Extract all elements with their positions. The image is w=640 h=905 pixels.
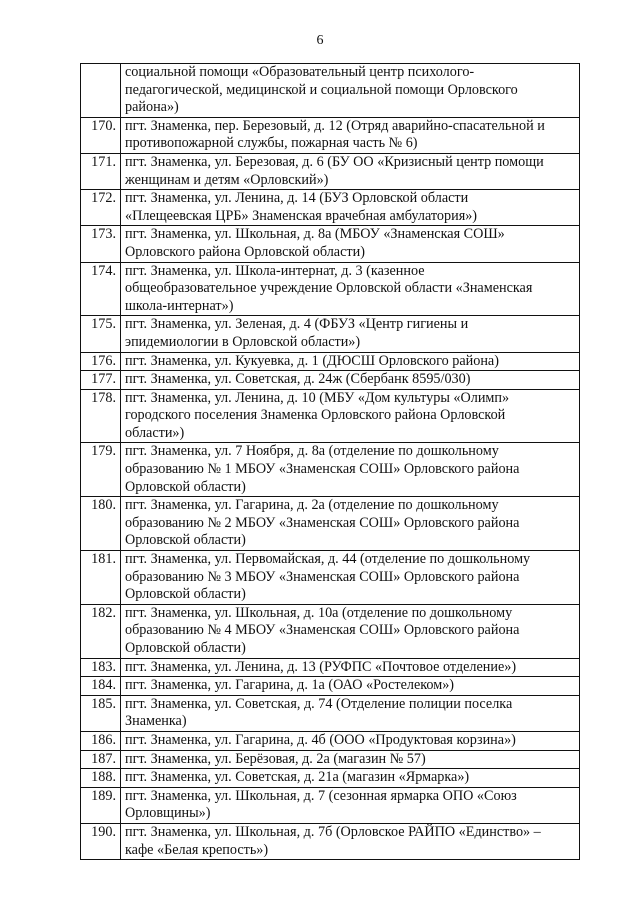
row-number: 186.: [81, 731, 121, 750]
row-number: 187.: [81, 750, 121, 769]
row-address: [121, 117, 580, 153]
address-line: городского поселения Знаменка Орловского района Орловской: [125, 407, 506, 424]
address-line: кафе «Белая крепость»): [125, 841, 269, 858]
table-row: [81, 769, 580, 788]
address-line: пгт. Знаменка, ул. Школьная, д. 7 (сезонная ярмарка ОПО «Союз: [125, 787, 517, 804]
address-line: пгт. Знаменка, ул. Гагарина, д. 2а (отделение по дошкольному: [125, 497, 499, 514]
row-number: [81, 64, 121, 118]
address-line: эпидемиологии в Орловской области»): [125, 333, 361, 350]
address-line: Орловской области): [125, 586, 246, 603]
address-line: Орловского района Орловской области): [125, 243, 365, 260]
row-number: 190.: [81, 823, 121, 859]
row-number: 178.: [81, 389, 121, 443]
table-row: [81, 731, 580, 750]
row-number: 184.: [81, 677, 121, 696]
row-address: [121, 823, 580, 859]
address-line: пгт. Знаменка, ул. Березовая, д. 6 (БУ ОО «Кризисный центр помощи: [125, 153, 544, 170]
address-line: пгт. Знаменка, ул. Первомайская, д. 44 (отделение по дошкольному: [125, 551, 531, 568]
row-address: [121, 750, 580, 769]
table-row: [81, 316, 580, 352]
address-table: [80, 63, 580, 860]
table-row: [81, 389, 580, 443]
address-line: пгт. Знаменка, ул. Советская, д. 74 (Отделение полиции поселка: [125, 695, 513, 712]
row-address: [121, 695, 580, 731]
address-line: Знаменка): [125, 713, 187, 730]
row-address: [121, 604, 580, 658]
table-row: [81, 750, 580, 769]
table-row: [81, 658, 580, 677]
address-line: школа-интернат»): [125, 297, 234, 314]
row-address: [121, 153, 580, 189]
row-number: 188.: [81, 769, 121, 788]
row-address: [121, 677, 580, 696]
address-line: образованию № 1 МБОУ «Знаменская СОШ» Орловского района: [125, 461, 520, 478]
row-number: 180.: [81, 497, 121, 551]
row-address: [121, 371, 580, 390]
table-row: [81, 604, 580, 658]
table-row: [81, 443, 580, 497]
table-row: [81, 823, 580, 859]
address-line: пгт. Знаменка, ул. Гагарина, д. 1а (ОАО «Ростелеком»): [125, 677, 455, 694]
address-line: образованию № 2 МБОУ «Знаменская СОШ» Орловского района: [125, 514, 520, 531]
row-address: [121, 352, 580, 371]
table-row: [81, 787, 580, 823]
row-number: 173.: [81, 226, 121, 262]
address-line: «Плещеевская ЦРБ» Знаменская врачебная амбулатория»): [125, 207, 478, 224]
row-number: 170.: [81, 117, 121, 153]
row-address: [121, 190, 580, 226]
row-address: [121, 316, 580, 352]
row-address: [121, 226, 580, 262]
address-line: образованию № 3 МБОУ «Знаменская СОШ» Орловского района: [125, 568, 520, 585]
address-line: пгт. Знаменка, ул. Гагарина, д. 4б (ООО «Продуктовая корзина»): [125, 731, 516, 748]
address-line: пгт. Знаменка, ул. 7 Ноября, д. 8а (отделение по дошкольному: [125, 443, 499, 460]
row-address: [121, 658, 580, 677]
row-address: [121, 551, 580, 605]
row-number: 174.: [81, 262, 121, 316]
address-line: педагогической, медицинской и социальной помощи Орловского: [125, 81, 518, 98]
address-line: Орловской области): [125, 532, 246, 549]
address-line: пгт. Знаменка, ул. Берёзовая, д. 2а (магазин № 57): [125, 750, 426, 767]
row-number: 189.: [81, 787, 121, 823]
table-row: [81, 64, 580, 118]
address-line: пгт. Знаменка, ул. Советская, д. 24ж (Сбербанк 8595/030): [125, 371, 471, 388]
row-number: 175.: [81, 316, 121, 352]
address-line: пгт. Знаменка, ул. Школьная, д. 7б (Орловское РАЙПО «Единство» –: [125, 823, 541, 840]
address-line: пгт. Знаменка, ул. Школьная, д. 10а (отделение по дошкольному: [125, 604, 513, 621]
row-number: 182.: [81, 604, 121, 658]
row-address: [121, 443, 580, 497]
address-line: противопожарной службы, пожарная часть № 6): [125, 135, 418, 152]
address-line: Орловщины»): [125, 805, 211, 822]
row-number: 177.: [81, 371, 121, 390]
row-address: [121, 262, 580, 316]
table-row: [81, 190, 580, 226]
row-number: 171.: [81, 153, 121, 189]
row-number: 181.: [81, 551, 121, 605]
page-number: 6: [316, 33, 324, 48]
table-row: [81, 153, 580, 189]
address-line: образованию № 4 МБОУ «Знаменская СОШ» Орловского района: [125, 622, 520, 639]
address-line: пгт. Знаменка, ул. Кукуевка, д. 1 (ДЮСШ Орловского района): [125, 352, 499, 369]
table-row: [81, 497, 580, 551]
table-row: [81, 677, 580, 696]
row-number: 183.: [81, 658, 121, 677]
address-line: района»): [125, 99, 179, 116]
row-number: 179.: [81, 443, 121, 497]
address-line: пгт. Знаменка, ул. Ленина, д. 13 (РУФПС «Почтовое отделение»): [125, 658, 517, 675]
address-line: пгт. Знаменка, ул. Ленина, д. 10 (МБУ «Дом культуры «Олимп»: [125, 389, 510, 406]
address-line: женщинам и детям «Орловский»): [125, 171, 329, 188]
address-line: общеобразовательное учреждение Орловской области «Знаменская: [125, 280, 533, 297]
row-address: [121, 787, 580, 823]
row-number: 172.: [81, 190, 121, 226]
address-line: социальной помощи «Образовательный центр психолого-: [125, 64, 475, 80]
row-address: [121, 497, 580, 551]
row-address: [121, 389, 580, 443]
row-address: [121, 731, 580, 750]
row-number: 176.: [81, 352, 121, 371]
address-line: пгт. Знаменка, ул. Школа-интернат, д. 3 (казенное: [125, 262, 425, 279]
table-row: [81, 226, 580, 262]
row-address: [121, 769, 580, 788]
address-line: области»): [125, 424, 185, 441]
table-row: [81, 117, 580, 153]
table-row: [81, 352, 580, 371]
address-line: пгт. Знаменка, ул. Зеленая, д. 4 (ФБУЗ «Центр гигиены и: [125, 316, 469, 333]
table-row: [81, 695, 580, 731]
table-row: [81, 262, 580, 316]
address-line: Орловской области): [125, 478, 246, 495]
table-row: [81, 551, 580, 605]
row-address: [121, 64, 580, 118]
address-line: пгт. Знаменка, ул. Ленина, д. 14 (БУЗ Орловской области: [125, 190, 469, 207]
address-line: пгт. Знаменка, ул. Советская, д. 21а (магазин «Ярмарка»): [125, 769, 470, 786]
address-line: пгт. Знаменка, пер. Березовый, д. 12 (Отряд аварийно-спасательной и: [125, 117, 545, 134]
table-row: [81, 371, 580, 390]
address-table-body: [81, 64, 580, 860]
row-number: 185.: [81, 695, 121, 731]
address-line: пгт. Знаменка, ул. Школьная, д. 8а (МБОУ «Знаменская СОШ»: [125, 226, 505, 243]
address-line: Орловской области): [125, 640, 246, 656]
